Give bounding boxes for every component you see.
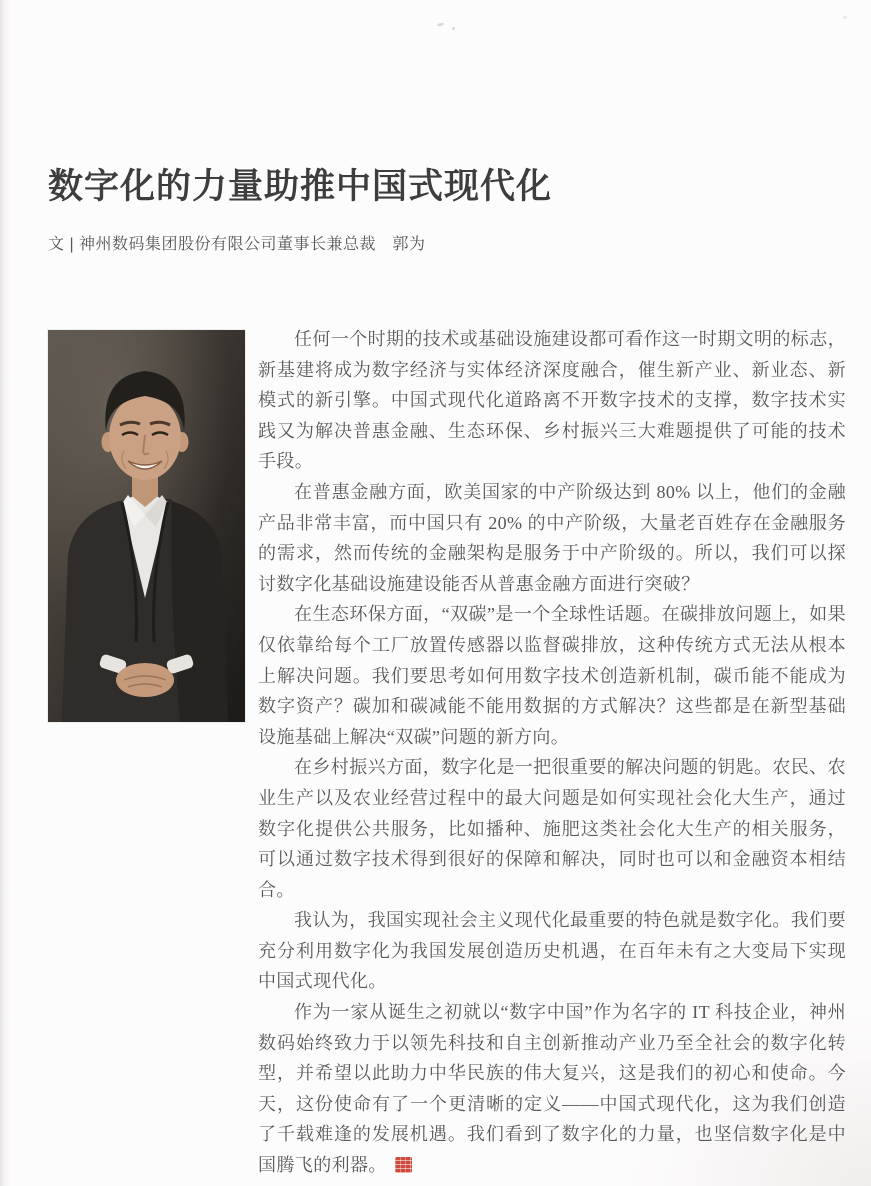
portrait-photo	[48, 330, 245, 722]
scan-speck	[437, 22, 445, 27]
article-end-seal-icon	[395, 1157, 412, 1173]
article-byline: 文 | 神州数码集团股份有限公司董事长兼总裁 郭为	[48, 236, 426, 253]
paragraph-2: 在普惠金融方面，欧美国家的中产阶级达到 80% 以上，他们的金融产品非常丰富，而中国只有 20% 的中产阶级，大量老百姓存在金融服务的需求，然而传统的金融架构是服务于中产阶级的。所以，我们可以探讨数字化基础设施建设能否从普惠金融方面进行突破？	[258, 481, 846, 594]
scan-speck	[843, 16, 847, 19]
paragraph-5: 我认为，我国实现社会主义现代化最重要的特色就是数字化。我们要充分利用数字化为我国发展创造历史机遇，在百年未有之大变局下实现中国式现代化。	[258, 910, 846, 992]
article-title: 数字化的力量助推中国式现代化	[48, 167, 553, 207]
paragraph-6	[258, 997, 846, 1181]
portrait-illustration	[48, 330, 245, 722]
paragraph-6-text: 作为一家从诞生之初就以“数字中国”作为名字的 IT 科技企业，神州数码始终致力于以领先科技和自主创新推动产业乃至全社会的数字化转型，并希望以此助力中华民族的伟大复兴，这是我们的初心和使命。今天，这份使命有了一个更清晰的定义——中国式现代化，这为我们创造了千载难逢的发展机遇。我们看到了数字化的力量，也坚信数字化是中国腾飞的利器。	[258, 1002, 846, 1176]
paragraph-1: 任何一个时期的技术或基础设施建设都可看作这一时期文明的标志，新基建将成为数字经济与实体经济深度融合，催生新产业、新业态、新模式的新引擎。中国式现代化道路离不开数字技术的支撑，数字技术实践又为解决普惠金融、生态环保、乡村振兴三大难题提供了可能的技术手段。	[258, 329, 846, 472]
article-body	[258, 324, 846, 1181]
scan-speck	[452, 27, 455, 30]
paragraph-3: 在生态环保方面，“双碳”是一个全球性话题。在碳排放问题上，如果仅依靠给每个工厂放置传感器以监督碳排放，这种传统方式无法从根本上解决问题。我们要思考如何用数字技术创造新机制，碳币能不能成为数字资产？碳加和碳减能不能用数据的方式解决？这些都是在新型基础设施基础上解决“双碳”问题的新方向。	[258, 604, 846, 747]
paragraph-4: 在乡村振兴方面，数字化是一把很重要的解决问题的钥匙。农民、农业生产以及农业经营过程中的最大问题是如何实现社会化大生产，通过数字化提供公共服务，比如播种、施肥这类社会化大生产的相关服务，可以通过数字技术得到很好的保障和解决，同时也可以和金融资本相结合。	[258, 757, 846, 900]
